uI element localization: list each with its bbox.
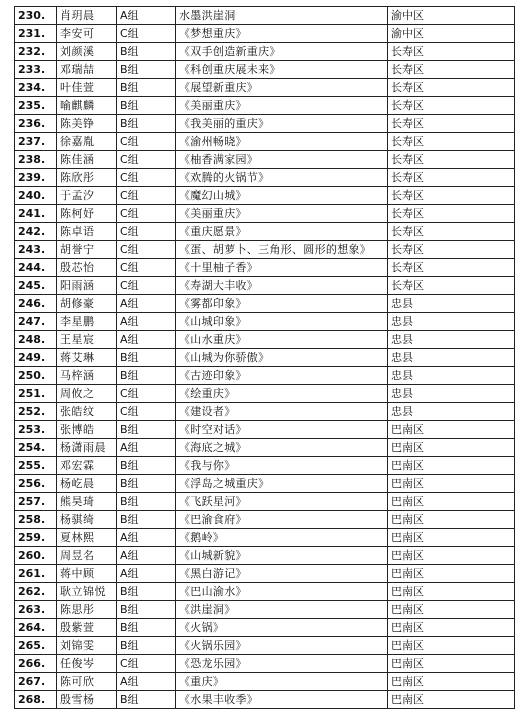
table-row bbox=[15, 115, 515, 133]
student-name: 阳雨涵 bbox=[57, 277, 117, 295]
district-name: 巴南区 bbox=[388, 547, 515, 565]
district-name: 巴南区 bbox=[388, 493, 515, 511]
district-name: 长寿区 bbox=[388, 97, 515, 115]
table-row bbox=[15, 457, 515, 475]
student-name: 李安可 bbox=[57, 25, 117, 43]
artwork-title: 《建设者》 bbox=[176, 403, 388, 421]
student-name: 任俊岑 bbox=[57, 655, 117, 673]
artwork-title: 《我与你》 bbox=[176, 457, 388, 475]
artwork-title: 水墨洪崖洞 bbox=[176, 7, 388, 25]
entry-number: 249. bbox=[15, 349, 57, 367]
district-name: 长寿区 bbox=[388, 223, 515, 241]
artwork-title: 《双手创造新重庆》 bbox=[176, 43, 388, 61]
student-name: 杨潇雨晨 bbox=[57, 439, 117, 457]
district-name: 长寿区 bbox=[388, 277, 515, 295]
district-name: 渝中区 bbox=[388, 7, 515, 25]
entry-number: 253. bbox=[15, 421, 57, 439]
entry-number: 231. bbox=[15, 25, 57, 43]
student-name: 马梓涵 bbox=[57, 367, 117, 385]
student-name: 陈佳涵 bbox=[57, 151, 117, 169]
group-label: C组 bbox=[117, 169, 176, 187]
group-label: C组 bbox=[117, 655, 176, 673]
district-name: 巴南区 bbox=[388, 565, 515, 583]
district-name: 巴南区 bbox=[388, 511, 515, 529]
artwork-title: 《欢腾的火锅节》 bbox=[176, 169, 388, 187]
entry-number: 234. bbox=[15, 79, 57, 97]
entry-number: 251. bbox=[15, 385, 57, 403]
artwork-title: 《山城新貌》 bbox=[176, 547, 388, 565]
student-name: 胡修豪 bbox=[57, 295, 117, 313]
district-name: 巴南区 bbox=[388, 529, 515, 547]
entry-number: 243. bbox=[15, 241, 57, 259]
table-row bbox=[15, 61, 515, 79]
student-name: 殷芯怡 bbox=[57, 259, 117, 277]
table-row bbox=[15, 133, 515, 151]
entry-number: 268. bbox=[15, 691, 57, 709]
table-row bbox=[15, 79, 515, 97]
artwork-title: 《洪崖洞》 bbox=[176, 601, 388, 619]
district-name: 忠县 bbox=[388, 331, 515, 349]
group-label: B组 bbox=[117, 349, 176, 367]
district-name: 巴南区 bbox=[388, 673, 515, 691]
student-name: 王星宸 bbox=[57, 331, 117, 349]
table-row bbox=[15, 583, 515, 601]
district-name: 忠县 bbox=[388, 295, 515, 313]
table-body bbox=[15, 7, 515, 709]
student-name: 邓宏霖 bbox=[57, 457, 117, 475]
entry-number: 262. bbox=[15, 583, 57, 601]
student-name: 刘锦雯 bbox=[57, 637, 117, 655]
district-name: 巴南区 bbox=[388, 421, 515, 439]
artwork-title: 《山城印象》 bbox=[176, 313, 388, 331]
artwork-title: 《恐龙乐园》 bbox=[176, 655, 388, 673]
student-name: 陈美铮 bbox=[57, 115, 117, 133]
entry-number: 261. bbox=[15, 565, 57, 583]
participant-table bbox=[14, 6, 515, 709]
group-label: A组 bbox=[117, 565, 176, 583]
artwork-title: 《雾都印象》 bbox=[176, 295, 388, 313]
artwork-title: 《魔幻山城》 bbox=[176, 187, 388, 205]
group-label: C组 bbox=[117, 241, 176, 259]
table-row bbox=[15, 295, 515, 313]
artwork-title: 《科创重庆展未来》 bbox=[176, 61, 388, 79]
student-name: 杨屹晨 bbox=[57, 475, 117, 493]
table-row bbox=[15, 349, 515, 367]
district-name: 巴南区 bbox=[388, 691, 515, 709]
group-label: C组 bbox=[117, 385, 176, 403]
table-row bbox=[15, 7, 515, 25]
group-label: B组 bbox=[117, 367, 176, 385]
student-name: 徐嘉胤 bbox=[57, 133, 117, 151]
table-row bbox=[15, 619, 515, 637]
group-label: B组 bbox=[117, 115, 176, 133]
group-label: C组 bbox=[117, 25, 176, 43]
entry-number: 250. bbox=[15, 367, 57, 385]
artwork-title: 《重庆》 bbox=[176, 673, 388, 691]
table-row bbox=[15, 421, 515, 439]
group-label: B组 bbox=[117, 637, 176, 655]
group-label: B组 bbox=[117, 601, 176, 619]
group-label: C组 bbox=[117, 187, 176, 205]
entry-number: 232. bbox=[15, 43, 57, 61]
artwork-title: 《美丽重庆》 bbox=[176, 205, 388, 223]
district-name: 巴南区 bbox=[388, 583, 515, 601]
table-row bbox=[15, 547, 515, 565]
entry-number: 245. bbox=[15, 277, 57, 295]
group-label: B组 bbox=[117, 97, 176, 115]
district-name: 长寿区 bbox=[388, 133, 515, 151]
district-name: 长寿区 bbox=[388, 205, 515, 223]
artwork-title: 《火锅》 bbox=[176, 619, 388, 637]
district-name: 长寿区 bbox=[388, 259, 515, 277]
artwork-title: 《柚香满家园》 bbox=[176, 151, 388, 169]
group-label: B组 bbox=[117, 457, 176, 475]
table-row bbox=[15, 277, 515, 295]
table-row bbox=[15, 367, 515, 385]
table-row bbox=[15, 187, 515, 205]
student-name: 张皓纹 bbox=[57, 403, 117, 421]
district-name: 巴南区 bbox=[388, 637, 515, 655]
artwork-title: 《展望新重庆》 bbox=[176, 79, 388, 97]
group-label: B组 bbox=[117, 79, 176, 97]
table-row bbox=[15, 331, 515, 349]
group-label: A组 bbox=[117, 673, 176, 691]
group-label: B组 bbox=[117, 421, 176, 439]
artwork-title: 《时空对话》 bbox=[176, 421, 388, 439]
artwork-title: 《渝州畅晓》 bbox=[176, 133, 388, 151]
table-row bbox=[15, 673, 515, 691]
group-label: B组 bbox=[117, 475, 176, 493]
student-name: 殷雪杨 bbox=[57, 691, 117, 709]
entry-number: 257. bbox=[15, 493, 57, 511]
group-label: A组 bbox=[117, 313, 176, 331]
district-name: 长寿区 bbox=[388, 241, 515, 259]
group-label: B组 bbox=[117, 61, 176, 79]
group-label: A组 bbox=[117, 295, 176, 313]
table-row bbox=[15, 97, 515, 115]
entry-number: 254. bbox=[15, 439, 57, 457]
group-label: B组 bbox=[117, 511, 176, 529]
district-name: 巴南区 bbox=[388, 439, 515, 457]
district-name: 长寿区 bbox=[388, 61, 515, 79]
group-label: B组 bbox=[117, 691, 176, 709]
district-name: 忠县 bbox=[388, 385, 515, 403]
group-label: A组 bbox=[117, 331, 176, 349]
student-name: 刘颜溪 bbox=[57, 43, 117, 61]
student-name: 于孟汐 bbox=[57, 187, 117, 205]
entry-number: 246. bbox=[15, 295, 57, 313]
entry-number: 244. bbox=[15, 259, 57, 277]
artwork-title: 《山水重庆》 bbox=[176, 331, 388, 349]
table-row bbox=[15, 385, 515, 403]
group-label: C组 bbox=[117, 403, 176, 421]
entry-number: 235. bbox=[15, 97, 57, 115]
student-name: 张博皓 bbox=[57, 421, 117, 439]
group-label: A组 bbox=[117, 7, 176, 25]
group-label: A组 bbox=[117, 547, 176, 565]
roster-sheet bbox=[14, 6, 515, 709]
group-label: A组 bbox=[117, 439, 176, 457]
student-name: 蒋艾琳 bbox=[57, 349, 117, 367]
district-name: 长寿区 bbox=[388, 43, 515, 61]
student-name: 陈卓语 bbox=[57, 223, 117, 241]
artwork-title: 《黑白游记》 bbox=[176, 565, 388, 583]
artwork-title: 《绘重庆》 bbox=[176, 385, 388, 403]
district-name: 巴南区 bbox=[388, 619, 515, 637]
artwork-title: 《古迹印象》 bbox=[176, 367, 388, 385]
table-row bbox=[15, 655, 515, 673]
district-name: 巴南区 bbox=[388, 601, 515, 619]
district-name: 长寿区 bbox=[388, 151, 515, 169]
entry-number: 263. bbox=[15, 601, 57, 619]
entry-number: 236. bbox=[15, 115, 57, 133]
artwork-title: 《我美丽的重庆》 bbox=[176, 115, 388, 133]
group-label: B组 bbox=[117, 619, 176, 637]
artwork-title: 《海底之城》 bbox=[176, 439, 388, 457]
district-name: 巴南区 bbox=[388, 475, 515, 493]
group-label: B组 bbox=[117, 43, 176, 61]
artwork-title: 《鹅岭》 bbox=[176, 529, 388, 547]
district-name: 渝中区 bbox=[388, 25, 515, 43]
student-name: 陈可欣 bbox=[57, 673, 117, 691]
district-name: 忠县 bbox=[388, 349, 515, 367]
entry-number: 239. bbox=[15, 169, 57, 187]
entry-number: 255. bbox=[15, 457, 57, 475]
group-label: A组 bbox=[117, 529, 176, 547]
table-row bbox=[15, 151, 515, 169]
district-name: 巴南区 bbox=[388, 655, 515, 673]
entry-number: 259. bbox=[15, 529, 57, 547]
group-label: C组 bbox=[117, 151, 176, 169]
group-label: C组 bbox=[117, 223, 176, 241]
student-name: 肖玥晨 bbox=[57, 7, 117, 25]
student-name: 叶佳萱 bbox=[57, 79, 117, 97]
table-row bbox=[15, 43, 515, 61]
artwork-title: 《重庆愿景》 bbox=[176, 223, 388, 241]
table-row bbox=[15, 565, 515, 583]
table-row bbox=[15, 475, 515, 493]
student-name: 陈思彤 bbox=[57, 601, 117, 619]
table-row bbox=[15, 205, 515, 223]
table-row bbox=[15, 223, 515, 241]
district-name: 长寿区 bbox=[388, 187, 515, 205]
student-name: 陈柯妤 bbox=[57, 205, 117, 223]
entry-number: 265. bbox=[15, 637, 57, 655]
group-label: C组 bbox=[117, 133, 176, 151]
entry-number: 240. bbox=[15, 187, 57, 205]
student-name: 邓瑞喆 bbox=[57, 61, 117, 79]
artwork-title: 《梦想重庆》 bbox=[176, 25, 388, 43]
group-label: B组 bbox=[117, 493, 176, 511]
district-name: 长寿区 bbox=[388, 169, 515, 187]
student-name: 杨骐绮 bbox=[57, 511, 117, 529]
student-name: 耿立锦悦 bbox=[57, 583, 117, 601]
district-name: 巴南区 bbox=[388, 457, 515, 475]
artwork-title: 《蛋、胡萝卜、三角形、圆形的想象》 bbox=[176, 241, 388, 259]
entry-number: 247. bbox=[15, 313, 57, 331]
group-label: B组 bbox=[117, 583, 176, 601]
entry-number: 242. bbox=[15, 223, 57, 241]
group-label: C组 bbox=[117, 205, 176, 223]
entry-number: 258. bbox=[15, 511, 57, 529]
artwork-title: 《十里柚子香》 bbox=[176, 259, 388, 277]
artwork-title: 《浮岛之城重庆》 bbox=[176, 475, 388, 493]
entry-number: 264. bbox=[15, 619, 57, 637]
entry-number: 252. bbox=[15, 403, 57, 421]
table-row bbox=[15, 493, 515, 511]
artwork-title: 《火锅乐园》 bbox=[176, 637, 388, 655]
artwork-title: 《巴山渝水》 bbox=[176, 583, 388, 601]
entry-number: 241. bbox=[15, 205, 57, 223]
student-name: 周攸之 bbox=[57, 385, 117, 403]
group-label: C组 bbox=[117, 277, 176, 295]
entry-number: 267. bbox=[15, 673, 57, 691]
table-row bbox=[15, 169, 515, 187]
table-row bbox=[15, 637, 515, 655]
entry-number: 233. bbox=[15, 61, 57, 79]
artwork-title: 《寿湖大丰收》 bbox=[176, 277, 388, 295]
artwork-title: 《山城为你骄傲》 bbox=[176, 349, 388, 367]
student-name: 蒋中顾 bbox=[57, 565, 117, 583]
entry-number: 237. bbox=[15, 133, 57, 151]
table-row bbox=[15, 439, 515, 457]
table-row bbox=[15, 691, 515, 709]
table-row bbox=[15, 25, 515, 43]
table-row bbox=[15, 259, 515, 277]
entry-number: 248. bbox=[15, 331, 57, 349]
artwork-title: 《飞跃星河》 bbox=[176, 493, 388, 511]
artwork-title: 《巴渝食府》 bbox=[176, 511, 388, 529]
table-row bbox=[15, 313, 515, 331]
entry-number: 230. bbox=[15, 7, 57, 25]
table-row bbox=[15, 241, 515, 259]
entry-number: 266. bbox=[15, 655, 57, 673]
district-name: 忠县 bbox=[388, 403, 515, 421]
student-name: 李星鹏 bbox=[57, 313, 117, 331]
table-row bbox=[15, 511, 515, 529]
district-name: 长寿区 bbox=[388, 115, 515, 133]
student-name: 喻麒麟 bbox=[57, 97, 117, 115]
entry-number: 260. bbox=[15, 547, 57, 565]
student-name: 夏林熙 bbox=[57, 529, 117, 547]
student-name: 胡誉宁 bbox=[57, 241, 117, 259]
student-name: 熊昊琦 bbox=[57, 493, 117, 511]
district-name: 长寿区 bbox=[388, 79, 515, 97]
student-name: 周昱名 bbox=[57, 547, 117, 565]
entry-number: 256. bbox=[15, 475, 57, 493]
table-row bbox=[15, 403, 515, 421]
artwork-title: 《美丽重庆》 bbox=[176, 97, 388, 115]
table-row bbox=[15, 601, 515, 619]
entry-number: 238. bbox=[15, 151, 57, 169]
district-name: 忠县 bbox=[388, 367, 515, 385]
student-name: 陈欣彤 bbox=[57, 169, 117, 187]
artwork-title: 《水果丰收季》 bbox=[176, 691, 388, 709]
group-label: C组 bbox=[117, 259, 176, 277]
district-name: 忠县 bbox=[388, 313, 515, 331]
student-name: 殷紫萱 bbox=[57, 619, 117, 637]
table-row bbox=[15, 529, 515, 547]
